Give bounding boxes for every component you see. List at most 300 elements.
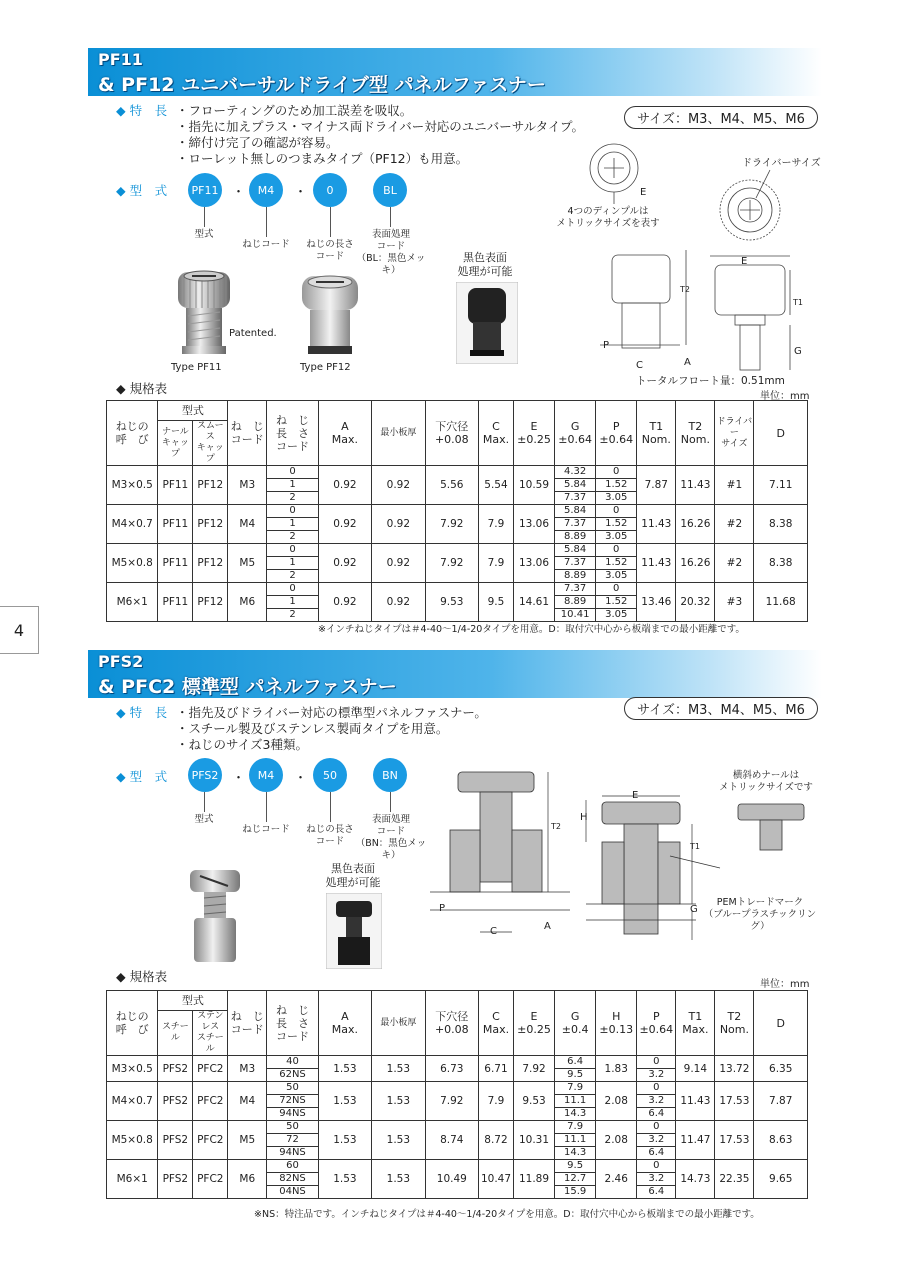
col-g: G ±0.4 [555, 991, 596, 1056]
cell-g-value: 6.4 [555, 1056, 595, 1069]
cell-a: 1.53 [318, 1056, 371, 1082]
cell-c: 5.54 [479, 466, 514, 505]
col-type-b: スムース キャップ [193, 421, 228, 466]
pfs-leader-line [330, 792, 331, 822]
cell-g-value: 5.84 [555, 544, 595, 557]
cell-thread-code: M5 [228, 544, 267, 583]
cell-t1: 11.43 [637, 544, 676, 583]
cell-g-value: 15.9 [563, 1186, 587, 1197]
pfs-model-finish-badge: BN [373, 758, 407, 792]
pfs-dim-t1-letter: T1 [690, 842, 700, 851]
cell-a: 0.92 [318, 544, 371, 583]
cell-a: 1.53 [318, 1160, 371, 1199]
cell-nominal: M5×0.8 [107, 544, 158, 583]
cell-c: 7.9 [479, 544, 514, 583]
cell-t1: 11.43 [637, 505, 676, 544]
cell-t1: 13.46 [637, 583, 676, 622]
cell-length-code-value: 94NS [279, 1108, 306, 1119]
pf-dim-e2-letter: E [741, 256, 748, 267]
col-t2: T2 Nom. [676, 401, 715, 466]
cell-p-value: 6.4 [648, 1108, 665, 1119]
cell-length-code-value: 82NS [267, 1173, 317, 1186]
pfs-knurl-note: 横斜めナールは メトリックサイズです [719, 770, 813, 793]
cell-type-a: PFS2 [158, 1160, 193, 1199]
pf-model-thread-badge: M4 [249, 173, 283, 207]
cell-length-code [267, 1160, 318, 1199]
cell-p-value: 1.52 [596, 518, 636, 531]
pf-spec-table [106, 400, 808, 622]
cell-g-value: 14.3 [563, 1147, 587, 1158]
pfs-spec-table [106, 990, 808, 1199]
cell-a: 1.53 [318, 1082, 371, 1121]
col-t1: T1 Max. [676, 991, 715, 1056]
cell-length-code-value: 50 [267, 1121, 317, 1134]
pfs-leader-line [390, 792, 391, 812]
col-nominal: ねじの 呼 び [107, 401, 158, 466]
cell-t2: 22.35 [715, 1160, 754, 1199]
cell-nominal: M6×1 [107, 1160, 158, 1199]
cell-d: 11.68 [754, 583, 808, 622]
cell-nominal: M6×1 [107, 583, 158, 622]
cell-type-b: PFC2 [193, 1160, 228, 1199]
cell-a: 0.92 [318, 466, 371, 505]
table-row [107, 1121, 808, 1160]
col-hole: 下穴径 +0.08 [425, 401, 478, 466]
pf-leader-line [204, 207, 205, 227]
cell-length-code-value: 0 [267, 466, 317, 479]
cell-c: 6.71 [479, 1056, 514, 1082]
cell-g [555, 505, 596, 544]
cell-length-code-value: 50 [267, 1082, 317, 1095]
cell-min-thick: 1.53 [372, 1121, 425, 1160]
cell-d: 9.65 [754, 1160, 808, 1199]
cell-g-value: 7.37 [555, 557, 595, 570]
pfs-dim-a-letter: A [544, 921, 551, 932]
table-row [107, 1160, 808, 1199]
pfs-dim-h-letter: H [580, 812, 588, 823]
cell-min-thick: 1.53 [372, 1056, 425, 1082]
col-type-a: ナール キャップ [158, 421, 193, 466]
cell-p [596, 544, 637, 583]
pf-note: ※インチねじタイプは＃4-40〜1/4-20タイプを用意。D：取付穴中心から板端までの最小距離です。 [318, 624, 745, 635]
cell-p-value: 3.05 [605, 531, 628, 542]
cell-thread-code: M4 [228, 505, 267, 544]
col-type-b: ステンレス スチール [193, 1011, 228, 1056]
cell-d: 7.87 [754, 1082, 808, 1121]
cell-p-value: 0 [637, 1121, 675, 1134]
cell-thread-code: M4 [228, 1082, 267, 1121]
cell-p [596, 505, 637, 544]
cell-g-value: 10.41 [560, 609, 590, 620]
col-t1: T1 Nom. [637, 401, 676, 466]
cell-min-thick: 0.92 [372, 583, 425, 622]
pf-float-note: トータルフロート量：0.51mm [636, 375, 785, 387]
cell-p-value: 0 [596, 544, 636, 557]
cell-t2: 17.53 [715, 1121, 754, 1160]
pf-features-label: ◆ 特 長 [116, 103, 168, 118]
pf-dim-t2-letter: T2 [680, 285, 690, 294]
pf-technical-drawing [560, 130, 830, 400]
pfs2-photo [188, 866, 244, 966]
cell-length-code-value: 1 [267, 596, 317, 609]
col-thread-code: ね じ コード [228, 991, 267, 1056]
cell-e: 9.53 [513, 1082, 554, 1121]
cell-g-value: 12.7 [555, 1173, 595, 1186]
cell-driver: #2 [715, 505, 754, 544]
cell-type-b: PFC2 [193, 1121, 228, 1160]
pfs-spec-label: ◆ 規格表 [116, 969, 168, 984]
pf-feature-item: ・締付け完了の確認が容易。 [176, 135, 339, 150]
cell-length-code [267, 544, 318, 583]
cell-g-value: 11.1 [555, 1134, 595, 1147]
pf-title-line2: & PF12 ユニバーサルドライブ型 パネルファスナー [98, 74, 546, 96]
cell-p-value: 1.52 [596, 479, 636, 492]
cell-min-thick: 1.53 [372, 1160, 425, 1199]
cell-type-b: PFC2 [193, 1082, 228, 1121]
col-driver: ドライバー サイズ [715, 401, 754, 466]
cell-g-value: 11.1 [555, 1095, 595, 1108]
col-length-code: ね じ 長 さ コード [267, 401, 318, 466]
cell-length-code-value: 0 [267, 544, 317, 557]
pf-title-line1: PF11 [98, 50, 143, 69]
cell-p [596, 466, 637, 505]
col-c: C Max. [479, 991, 514, 1056]
cell-g-value: 7.37 [555, 518, 595, 531]
col-a: A Max. [318, 401, 371, 466]
pf-title-bar [88, 48, 822, 96]
cell-type-a: PFS2 [158, 1056, 193, 1082]
cell-length-code-value: 1 [267, 479, 317, 492]
cell-p-value: 3.05 [605, 609, 628, 620]
cell-a: 0.92 [318, 583, 371, 622]
cell-g-value: 7.37 [563, 492, 587, 503]
cell-length-code-value: 2 [289, 492, 296, 503]
col-t2: T2 Nom. [715, 991, 754, 1056]
cell-g-value: 9.5 [555, 1160, 595, 1173]
cell-p-value: 0 [637, 1082, 675, 1095]
cell-min-thick: 1.53 [372, 1082, 425, 1121]
cell-g-value: 7.9 [555, 1082, 595, 1095]
cell-p [637, 1121, 676, 1160]
pf-spec-label: ◆ 規格表 [116, 381, 168, 396]
cell-t1: 11.43 [676, 1082, 715, 1121]
pf-dim-e-letter: E [640, 187, 647, 198]
cell-length-code-value: 1 [267, 557, 317, 570]
cell-length-code-value: 04NS [279, 1186, 306, 1197]
cell-type-b: PFC2 [193, 1056, 228, 1082]
cell-length-code [267, 1056, 318, 1082]
pfs-black-finish-note: 黒色表面 処理が可能 [325, 862, 381, 889]
cell-length-code-value: 60 [267, 1160, 317, 1173]
cell-type-b: PF12 [193, 466, 228, 505]
table-row [107, 505, 808, 544]
pfs-dim-c-letter: C [490, 926, 497, 937]
pf-leader-line [266, 207, 267, 237]
pf-dimple-note: 4つのディンプルは メトリックサイズを表す [556, 206, 660, 229]
cell-e: 14.61 [513, 583, 554, 622]
pf-model-type-badge: PF11 [188, 173, 222, 207]
pf-driver-size-label: ドライバーサイズ [742, 158, 821, 169]
cell-p-value: 3.05 [605, 570, 628, 581]
pf-dim-t1-letter: T1 [793, 298, 803, 307]
pfs-model-length-badge: 50 [313, 758, 347, 792]
cell-t2: 11.43 [676, 466, 715, 505]
cell-type-b: PF12 [193, 505, 228, 544]
pf12-photo [298, 270, 364, 360]
col-length-code: ね じ 長 さ コード [267, 991, 318, 1056]
table-row [107, 544, 808, 583]
cell-d: 8.63 [754, 1121, 808, 1160]
cell-length-code-value: 0 [267, 505, 317, 518]
col-min-thick: 最小板厚 [372, 991, 425, 1056]
cell-p-value: 0 [596, 505, 636, 518]
cell-g-value: 7.9 [555, 1121, 595, 1134]
pfs-cap-thread: ねじコード [242, 824, 290, 835]
cell-length-code-value: 40 [267, 1056, 317, 1069]
cell-t1: 14.73 [676, 1160, 715, 1199]
cell-length-code-value: 2 [289, 570, 296, 581]
pfs-dim-p-letter: P [439, 903, 446, 914]
cell-driver: #2 [715, 544, 754, 583]
cell-g [555, 1082, 596, 1121]
col-a: A Max. [318, 991, 371, 1056]
cell-p [637, 1056, 676, 1082]
col-e: E ±0.25 [513, 991, 554, 1056]
pf-feature-item: ・指先に加えプラス・マイナス両ドライバー対応のユニバーサルタイプ。 [176, 119, 585, 134]
cell-e: 10.59 [513, 466, 554, 505]
cell-p-value: 6.4 [648, 1186, 665, 1197]
cell-hole: 7.92 [425, 544, 478, 583]
cell-g [555, 466, 596, 505]
pf-unit: 単位：mm [760, 391, 810, 402]
cell-g-value: 5.84 [555, 479, 595, 492]
cell-c: 8.72 [479, 1121, 514, 1160]
table-row [107, 1082, 808, 1121]
table-row [107, 583, 808, 622]
cell-type-b: PF12 [193, 544, 228, 583]
cell-a: 1.53 [318, 1121, 371, 1160]
pf-dim-c-letter: C [636, 360, 643, 371]
pf-cap-length: ねじの長さ コード [306, 239, 354, 262]
pfs-model-thread-badge: M4 [249, 758, 283, 792]
cell-p [637, 1160, 676, 1199]
col-e: E ±0.25 [513, 401, 554, 466]
cell-g-value: 8.89 [555, 596, 595, 609]
pfs-pem-note: PEMトレードマーク （ブループラスチックリング） [703, 897, 817, 932]
cell-t2: 16.26 [676, 505, 715, 544]
cell-p [637, 1082, 676, 1121]
pf-cap-type: 型式 [194, 229, 214, 240]
cell-e: 13.06 [513, 505, 554, 544]
pf-model-sep: ・ [294, 185, 308, 200]
cell-p-value: 3.2 [637, 1173, 675, 1186]
cell-t1: 11.47 [676, 1121, 715, 1160]
col-p: P ±0.64 [637, 991, 676, 1056]
cell-nominal: M3×0.5 [107, 466, 158, 505]
cell-length-code-value: 2 [289, 531, 296, 542]
cell-g-value: 9.5 [567, 1069, 584, 1080]
cell-min-thick: 0.92 [372, 466, 425, 505]
cell-p [596, 583, 637, 622]
cell-type-b: PF12 [193, 583, 228, 622]
pf-model-label: ◆ 型 式 [116, 183, 168, 198]
pfs-leader-line [204, 792, 205, 812]
cell-h: 1.83 [596, 1056, 637, 1082]
pf-leader-line [330, 207, 331, 237]
cell-hole: 9.53 [425, 583, 478, 622]
cell-length-code-value: 62NS [279, 1069, 306, 1080]
col-h: H ±0.13 [596, 991, 637, 1056]
cell-p-value: 3.05 [605, 492, 628, 503]
pf-feature-item: ・ローレット無しのつまみタイプ（PF12）も用意。 [176, 151, 469, 166]
cell-length-code [267, 466, 318, 505]
cell-type-a: PFS2 [158, 1082, 193, 1121]
cell-length-code-value: 72 [267, 1134, 317, 1147]
pfs-model-type-badge: PFS2 [188, 758, 222, 792]
cell-p-value: 0 [596, 466, 636, 479]
cell-hole: 7.92 [425, 1082, 478, 1121]
pf-type2-caption: Type PF12 [300, 362, 351, 373]
cell-e: 10.31 [513, 1121, 554, 1160]
cell-e: 13.06 [513, 544, 554, 583]
col-type-a: スチール [158, 1011, 193, 1056]
cell-type-a: PF11 [158, 466, 193, 505]
page-number: 4 [0, 606, 39, 654]
pfs-size-badge: サイズ：M3、M4、M5、M6 [624, 697, 818, 720]
cell-length-code [267, 583, 318, 622]
cell-p-value: 0 [637, 1160, 675, 1173]
pfs-title-line1: PFS2 [98, 652, 144, 671]
cell-nominal: M4×0.7 [107, 1082, 158, 1121]
pfs-note: ※NS：特注品です。インチねじタイプは＃4-40〜1/4-20タイプを用意。D：取付穴中心から板端までの最小距離です。 [254, 1209, 760, 1220]
pf-feature-item: ・フローティングのため加工誤差を吸収。 [176, 103, 413, 118]
cell-type-a: PF11 [158, 505, 193, 544]
col-type: 型式 [158, 401, 228, 421]
pfs-dim-t2-letter: T2 [551, 822, 561, 831]
cell-thread-code: M3 [228, 1056, 267, 1082]
cell-thread-code: M3 [228, 466, 267, 505]
pfs-features [116, 705, 616, 757]
pf-black-photo [456, 282, 518, 364]
cell-g [555, 583, 596, 622]
cell-h: 2.08 [596, 1082, 637, 1121]
pf-dim-g-letter: G [794, 346, 802, 357]
col-hole: 下穴径 +0.08 [425, 991, 478, 1056]
cell-p-value: 3.2 [637, 1095, 675, 1108]
pfs-feature-item: ・スチール製及びステンレス製両タイプを用意。 [176, 721, 449, 736]
cell-g-value: 7.37 [555, 583, 595, 596]
pfs-model-sep: ・ [232, 771, 246, 786]
pf-type1-caption: Type PF11 [171, 362, 222, 373]
cell-t1: 7.87 [637, 466, 676, 505]
cell-t2: 13.72 [715, 1056, 754, 1082]
cell-type-a: PFS2 [158, 1121, 193, 1160]
pfs-feature-item: ・ねじのサイズ3種類。 [176, 737, 308, 752]
cell-d: 6.35 [754, 1056, 808, 1082]
cell-h: 2.08 [596, 1121, 637, 1160]
cell-nominal: M5×0.8 [107, 1121, 158, 1160]
pfs-title-line2: & PFC2 標準型 パネルファスナー [98, 676, 397, 698]
cell-p-value: 3.2 [648, 1069, 665, 1080]
cell-p-value: 1.52 [596, 557, 636, 570]
pf-features [116, 103, 636, 173]
pf-dim-p-letter: P [603, 340, 610, 351]
pf-model-sep: ・ [232, 185, 246, 200]
cell-e: 11.89 [513, 1160, 554, 1199]
cell-length-code-value: 0 [267, 583, 317, 596]
cell-length-code [267, 1082, 318, 1121]
cell-hole: 5.56 [425, 466, 478, 505]
cell-length-code-value: 72NS [267, 1095, 317, 1108]
cell-type-a: PF11 [158, 544, 193, 583]
pfs-features-label: ◆ 特 長 [116, 705, 168, 720]
cell-nominal: M3×0.5 [107, 1056, 158, 1082]
pf-black-finish-note: 黒色表面 処理が可能 [457, 251, 513, 278]
cell-g-value: 8.89 [563, 531, 587, 542]
cell-p-value: 1.52 [596, 596, 636, 609]
cell-t2: 16.26 [676, 544, 715, 583]
cell-thread-code: M6 [228, 583, 267, 622]
col-d: D [754, 401, 808, 466]
cell-g [555, 1160, 596, 1199]
cell-driver: #3 [715, 583, 754, 622]
cell-h: 2.46 [596, 1160, 637, 1199]
col-type: 型式 [158, 991, 228, 1011]
cell-length-code-value: 2 [289, 609, 296, 620]
cell-length-code [267, 1121, 318, 1160]
cell-g [555, 1121, 596, 1160]
pf11-photo [170, 266, 240, 362]
cell-length-code-value: 1 [267, 518, 317, 531]
pf-size-badge: サイズ：M3、M4、M5、M6 [624, 106, 818, 129]
cell-c: 7.9 [479, 505, 514, 544]
cell-min-thick: 0.92 [372, 505, 425, 544]
cell-t1: 9.14 [676, 1056, 715, 1082]
pf-cap-finish: 表面処理 コード （BL：黒色メッキ） [356, 229, 426, 276]
pfs-leader-line [266, 792, 267, 822]
pf-leader-line [390, 207, 391, 227]
cell-p-value: 6.4 [648, 1147, 665, 1158]
cell-c: 9.5 [479, 583, 514, 622]
cell-g-value: 4.32 [555, 466, 595, 479]
col-c: C Max. [479, 401, 514, 466]
cell-hole: 10.49 [425, 1160, 478, 1199]
cell-min-thick: 0.92 [372, 544, 425, 583]
cell-hole: 8.74 [425, 1121, 478, 1160]
col-p: P ±0.64 [596, 401, 637, 466]
cell-g [555, 1056, 596, 1082]
cell-type-a: PF11 [158, 583, 193, 622]
cell-t2: 20.32 [676, 583, 715, 622]
pfs-cap-type: 型式 [194, 814, 214, 825]
cell-length-code-value: 94NS [279, 1147, 306, 1158]
cell-hole: 7.92 [425, 505, 478, 544]
cell-e: 7.92 [513, 1056, 554, 1082]
col-thread-code: ね じ コード [228, 401, 267, 466]
cell-g [555, 544, 596, 583]
cell-d: 8.38 [754, 544, 808, 583]
pfs-model-label: ◆ 型 式 [116, 769, 168, 784]
pfs-feature-item: ・指先及びドライバー対応の標準型パネルファスナー。 [176, 705, 487, 720]
cell-a: 0.92 [318, 505, 371, 544]
cell-driver: #1 [715, 466, 754, 505]
table-row [107, 1056, 808, 1082]
cell-length-code [267, 505, 318, 544]
cell-g-value: 14.3 [563, 1108, 587, 1119]
cell-c: 10.47 [479, 1160, 514, 1199]
pfs-black-photo [326, 893, 382, 969]
cell-thread-code: M5 [228, 1121, 267, 1160]
